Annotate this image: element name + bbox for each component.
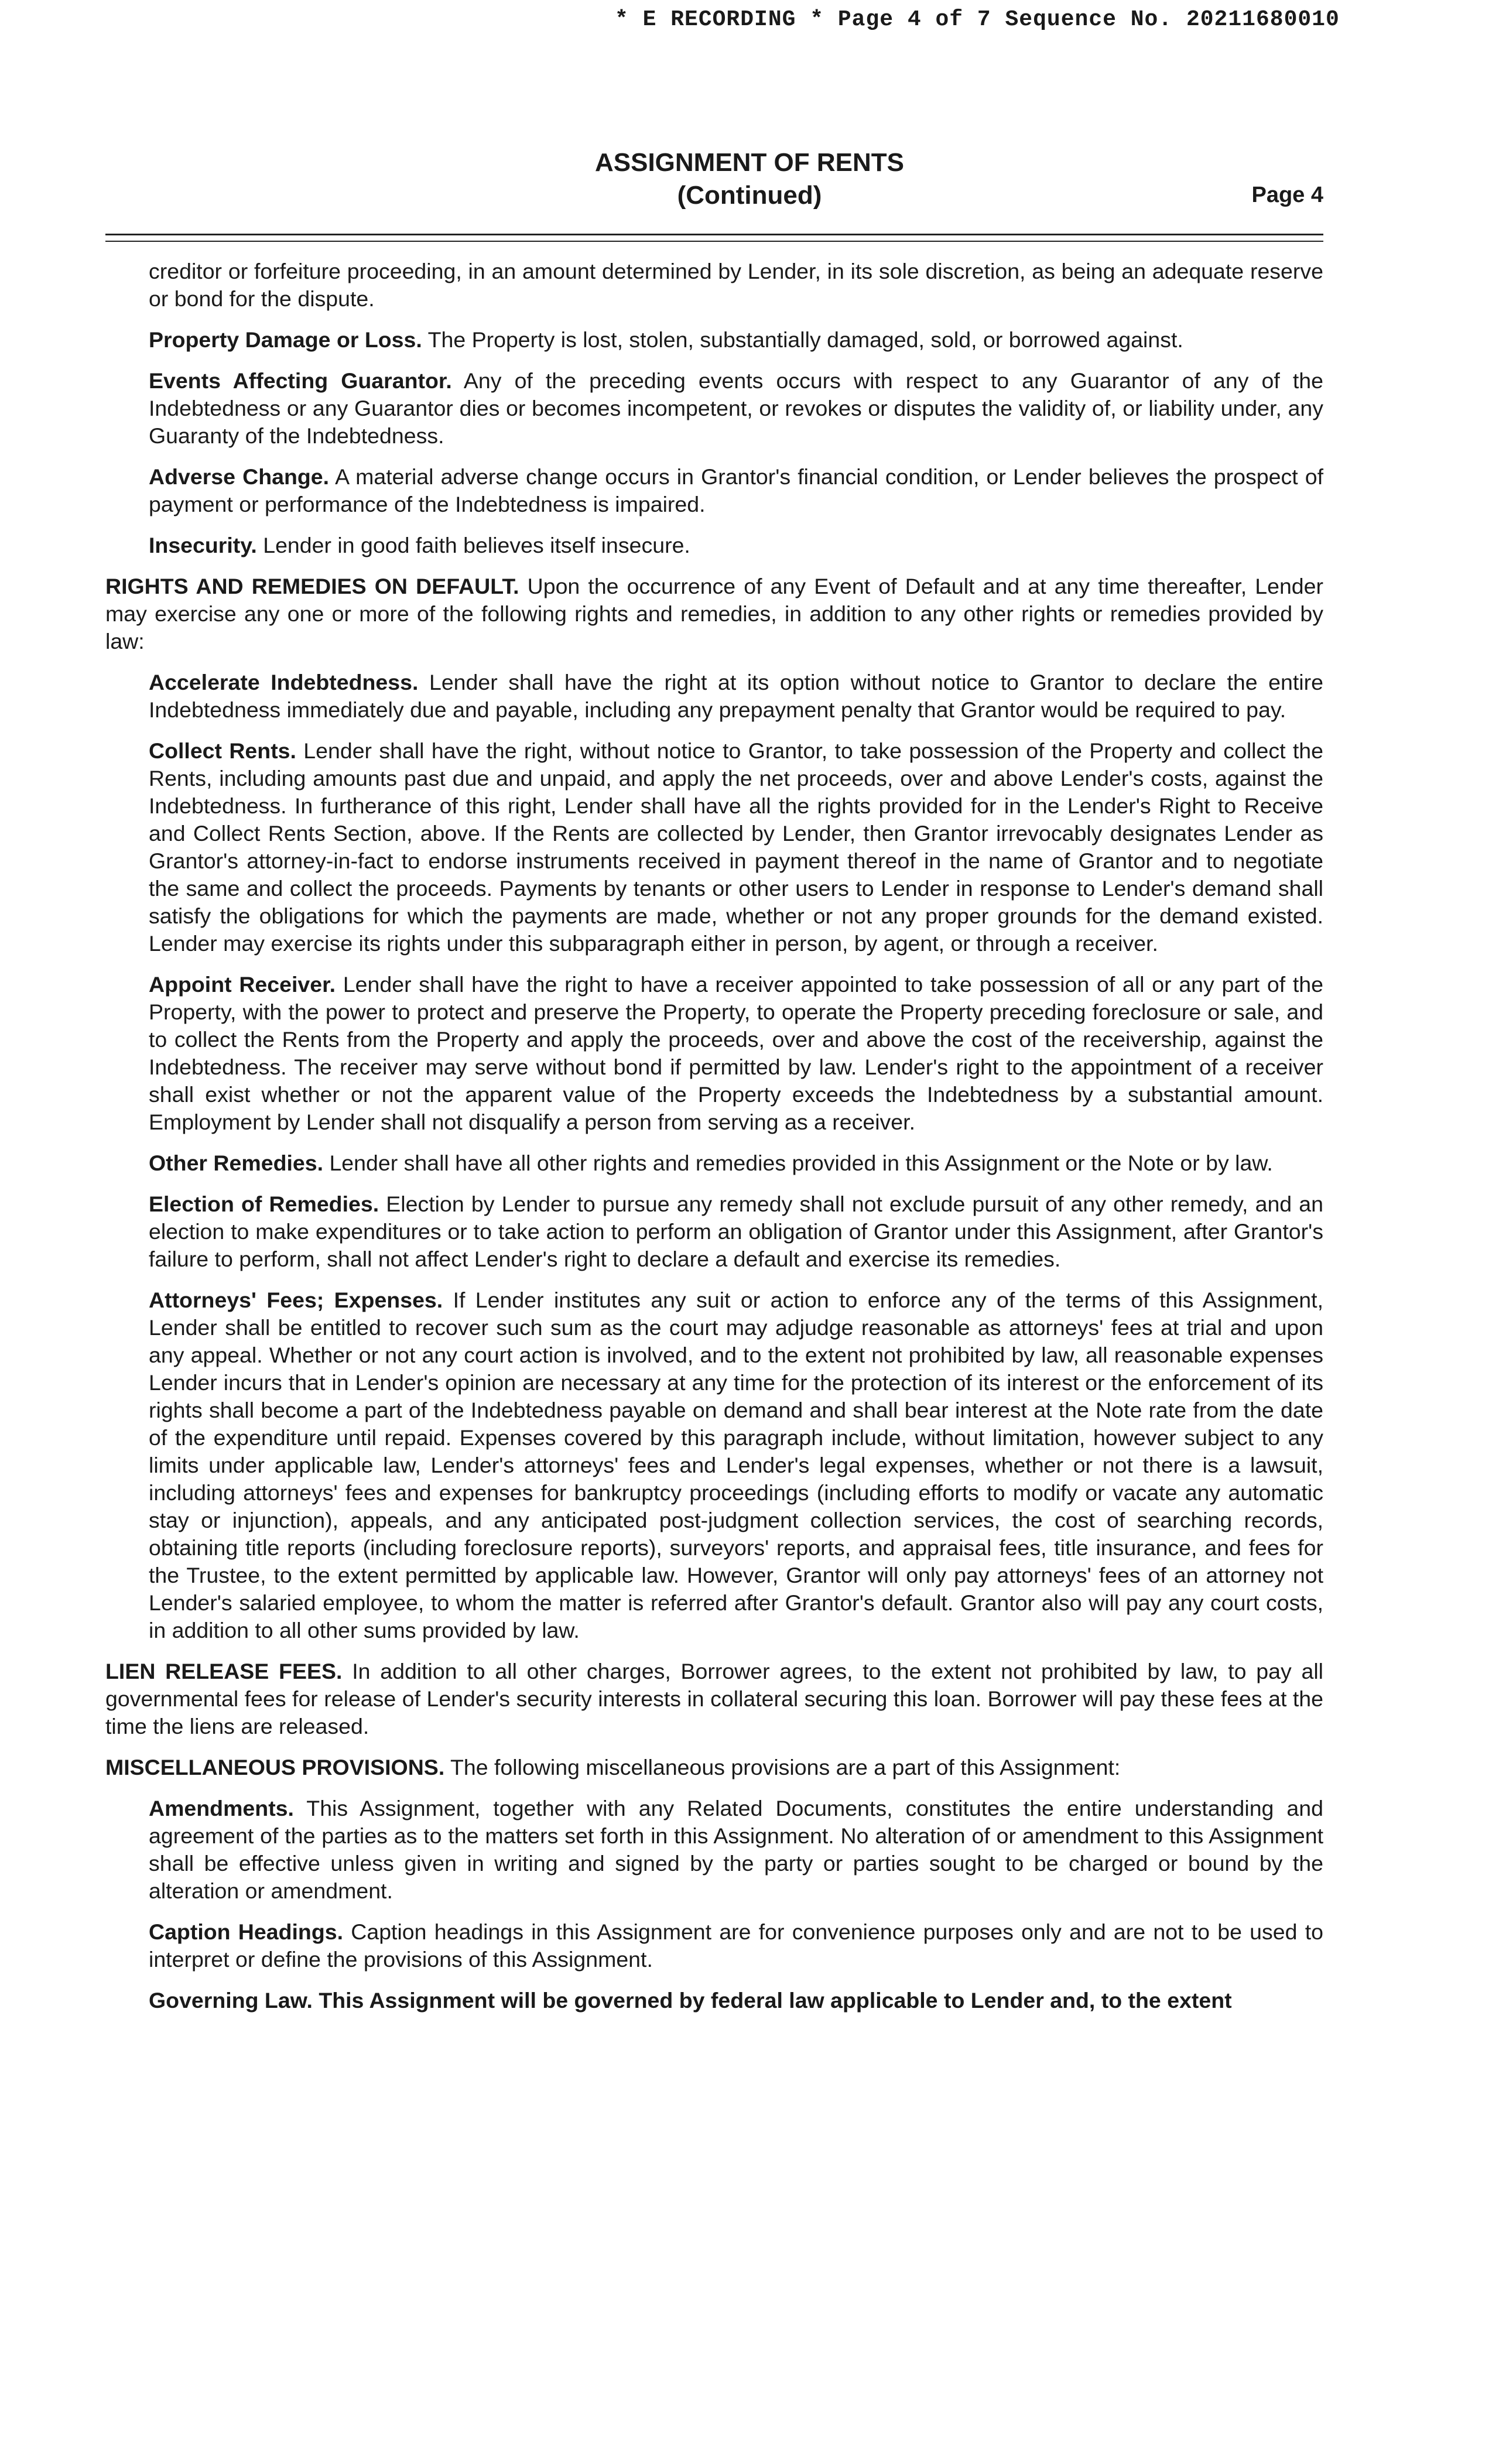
section-heading: MISCELLANEOUS PROVISIONS. — [105, 1755, 445, 1779]
paragraph-text: This Assignment will be governed by federal law applicable to Lender and, to the extent — [319, 1988, 1232, 2013]
paragraph-heading: Events Affecting Guarantor. — [149, 368, 452, 393]
paragraph-text: If Lender institutes any suit or action to enforce any of the terms of this Assignment, Lender shall be entitled to recover such sum as the court may adjudge reasonable as attorneys' fees at trial and upon any appeal. Whether or not any court action is involved, and to the extent not prohibited by law, all reasonable expenses Lender incurs that in Lender's opinion are necessary at any time for the protection of its interest or the enforcement of its rights shall become a part of the Indebtedness payable on demand and shall bear interest at the Note rate from the date of the expenditure until repaid. Expenses covered by this paragraph include, without limitation, however subject to any limits under applicable law, Lender's attorneys' fees and Lender's legal expenses, whether or not there is a lawsuit, including attorneys' fees and expenses for bankruptcy proceedings (including efforts to modify or vacate any automatic stay or injunction), appeals, and any anticipated post-judgment collection services, the cost of searching records, obtaining title reports (including foreclosure reports), surveyors' reports, and appraisal fees, title insurance, and fees for the Trustee, to the extent permitted by applicable law. However, Grantor will only pay attorneys' fees of an attorney not Lender's salaried employee, to whom the matter is referred after Grantor's default. Grantor also will pay any court costs, in addition to all other sums provided by law. — [149, 1288, 1323, 1642]
paragraph-attorneys-fees — [105, 1286, 1323, 1644]
paragraph-heading: Property Damage or Loss. — [149, 327, 422, 352]
paragraph-heading: Adverse Change. — [149, 464, 330, 489]
paragraph-heading: Collect Rents. — [149, 738, 296, 763]
document-title: ASSIGNMENT OF RENTS — [594, 148, 905, 177]
page-number: Page 4 — [1251, 183, 1323, 207]
paragraph-text: Lender shall have the right, without notice to Grantor, to take possession of the Property and collect the Rents, including amounts past due and unpaid, and apply the net proceeds, over and above Lender's costs, against the Indebtedness. In furtherance of this right, Lender shall have all the rights provided for in the Lender's Right to Receive and Collect Rents Section, above. If the Rents are collected by Lender, then Grantor irrevocably designates Lender as Grantor's attorney-in-fact to endorse instruments received in payment thereof in the name of Grantor and to negotiate the same and collect the proceeds. Payments by tenants or other users to Lender in response to Lender's demand shall satisfy the obligations for which the payments are made, whether or not any proper grounds for the demand existed. Lender may exercise its rights under this subparagraph either in person, by agent, or through a receiver. — [149, 738, 1323, 956]
paragraph-adverse-change — [105, 463, 1323, 518]
header-rule — [105, 241, 1323, 242]
paragraph-text: Lender shall have the right at its option without notice to Grantor to declare the entire Indebtedness immediately due and payable, including any prepayment penalty that Grantor would be required to pay. — [149, 670, 1323, 722]
paragraph-text: A material adverse change occurs in Grantor's financial condition, or Lender believes the prospect of payment or performance of the Indebtedness is impaired. — [149, 464, 1324, 516]
paragraph-governing-law — [105, 1987, 1323, 2014]
paragraph-heading: Attorneys' Fees; Expenses. — [149, 1288, 443, 1312]
paragraph-collect-rents — [105, 737, 1323, 957]
paragraph-text: This Assignment, together with any Related Documents, constitutes the entire understanding and agreement of the parties as to the matters set forth in this Assignment. No alteration of or amendment to this Assignment shall be effective unless given in writing and signed by the party or parties sought to be charged or bound by the alteration or amendment. — [149, 1796, 1323, 1903]
paragraph-heading: Governing Law. — [149, 1988, 313, 2013]
section-lien-release-fees — [105, 1658, 1323, 1740]
paragraph-heading: Other Remedies. — [149, 1151, 324, 1175]
paragraph-heading: Appoint Receiver. — [149, 972, 336, 997]
paragraph-accelerate-indebtedness — [105, 669, 1323, 724]
paragraph-heading: Amendments. — [149, 1796, 294, 1820]
paragraph-text: Election by Lender to pursue any remedy shall not exclude pursuit of any other remedy, and an election to make expenditures or to take action to perform an obligation of Grantor under this Assignment, after Grantor's failure to perform, shall not affect Lender's right to declare a default and exercise its remedies. — [149, 1192, 1324, 1271]
paragraph-appoint-receiver — [105, 971, 1323, 1136]
paragraph-events-affecting-guarantor — [105, 367, 1323, 450]
paragraph-continuation — [105, 258, 1323, 313]
paragraph-heading: Accelerate Indebtedness. — [149, 670, 419, 694]
section-miscellaneous-provisions — [105, 1754, 1323, 1781]
paragraph-heading: Election of Remedies. — [149, 1192, 379, 1216]
section-rights-and-remedies — [105, 573, 1323, 655]
paragraph-election-of-remedies — [105, 1190, 1323, 1273]
paragraph-insecurity — [105, 532, 1323, 559]
paragraph-text: Caption headings in this Assignment are for convenience purposes only and are not to be used to interpret or define the provisions of this Assignment. — [149, 1919, 1324, 1972]
section-heading: LIEN RELEASE FEES. — [105, 1659, 343, 1683]
paragraph-text: Any of the preceding events occurs with respect to any Guarantor of any of the Indebtedness or any Guarantor dies or becomes incompetent, or revokes or disputes the validity of, or liability under, any Guaranty of the Indebtedness. — [149, 368, 1324, 448]
paragraph-text: The following miscellaneous provisions are a part of this Assignment: — [450, 1755, 1121, 1779]
paragraph-heading: Insecurity. — [149, 533, 257, 557]
document-body — [105, 258, 1323, 2028]
paragraph-text: Lender shall have the right to have a receiver appointed to take possession of all or any part of the Property, with the power to protect and preserve the Property, to operate the Property preceding foreclosure or sale, and to collect the Rents from the Property and apply the proceeds, over and above the cost of the receivership, against the Indebtedness. The receiver may serve without bond if permitted by law. Lender's right to the appointment of a receiver shall exist whether or not the apparent value of the Property exceeds the Indebtedness by a substantial amount. Employment by Lender shall not disqualify a person from serving as a receiver. — [149, 972, 1323, 1134]
paragraph-text: Lender in good faith believes itself insecure. — [263, 533, 690, 557]
paragraph-property-damage — [105, 326, 1323, 354]
paragraph-other-remedies — [105, 1149, 1323, 1177]
paragraph-amendments — [105, 1795, 1323, 1905]
paragraph-text: Upon the occurrence of any Event of Default and at any time thereafter, Lender may exercise any one or more of the following rights and remedies, in addition to any other rights or remedies provided by law: — [105, 574, 1323, 653]
paragraph-text: In addition to all other charges, Borrower agrees, to the extent not prohibited by law, to pay all governmental fees for release of Lender's security interests in collateral securing this loan. Borrower will pay these fees at the time the liens are released. — [105, 1659, 1323, 1739]
paragraph-text: The Property is lost, stolen, substantially damaged, sold, or borrowed against. — [427, 327, 1183, 352]
section-heading: RIGHTS AND REMEDIES ON DEFAULT. — [105, 574, 519, 598]
paragraph-text: Lender shall have all other rights and remedies provided in this Assignment or the Note or by law. — [329, 1151, 1273, 1175]
paragraph-caption-headings — [105, 1918, 1323, 1973]
paragraph-heading: Caption Headings. — [149, 1919, 344, 1944]
recording-header: * E RECORDING * Page 4 of 7 Sequence No. 20211680010 — [615, 7, 1340, 32]
document-subtitle: (Continued) — [677, 181, 822, 210]
header-rule — [105, 234, 1323, 235]
paragraph-text: creditor or forfeiture proceeding, in an amount determined by Lender, in its sole discretion, as being an adequate reserve or bond for the dispute. — [149, 259, 1323, 311]
